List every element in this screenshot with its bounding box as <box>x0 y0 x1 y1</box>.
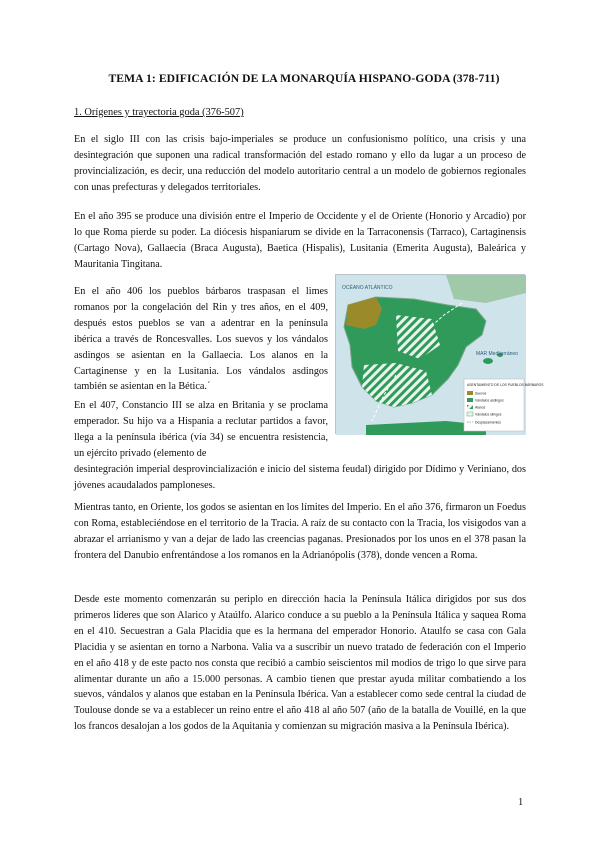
map-legend <box>464 379 544 431</box>
sea-label: MAR Mediterráneo <box>476 351 518 357</box>
paragraph-godos-oriente: Mientras tanto, en Oriente, los godos se asientan en los límites del Imperio. En el año 376, firmaron un Foedus con Roma, estableciéndose en el territorio de la Tracia. A raíz de su contacto con la Tracia, los visigodos van a abrazar el arrianismo y van a dejar de lado las creencias paganas. Presionados por los unos en el 378 pasan la frontera del Danubio enfrentándose a los romanos en la Adrianópolis (378), donde vencen a Roma. <box>74 502 526 561</box>
legend-swatch-asdingos <box>467 398 473 402</box>
legend-label-silingos: Vándalos silingos <box>475 412 502 417</box>
legend-swatch-suevos <box>467 391 473 395</box>
paragraph-constancio-iii-part2: desintegración imperial desprovincialización e inicio del sistema feudal) dirigido por Dídimo y Veriniano, dos jóvenes acaudalados pamploneses. <box>74 463 526 491</box>
balearic-island <box>483 358 493 364</box>
iberian-map-figure <box>335 274 544 434</box>
legend-title: ASENTAMIENTO DE LOS PUEBLOS BÁRBAROS <box>467 383 544 387</box>
paragraph-crisis-siglo-iii: En el siglo III con las crisis bajo-imperiales se produce un confusionismo político, una crisis y una desintegración que suponen una radical transformación del estado romano y ello da lugar a un proceso de provincialización, es decir, una reducción del modelo autoritario central a un modelo de gobiernos regionales con unas prefecturas y delegados territoriales. <box>74 134 526 193</box>
ocean-label: OCÉANO ATLÁNTICO <box>342 285 393 291</box>
legend-label-asdingos: Vándalos asdingos <box>475 398 504 403</box>
legend-swatch-alanos <box>467 405 473 409</box>
paragraph-pueblos-barbaros: En el año 406 los pueblos bárbaros traspasan el limes romanos por la congelación del Rin y tres años, en el 409, después estos pueblos se van a adentrar en la península ibérica a través de Roncesvalles. Los suevos y los vándalos asdingos se asientan en la Gallaecia. Los alanos en la Cartaginense y en la Lusitania. Los vándalos asdingos también se asientan en la Bética.´ <box>74 286 328 393</box>
legend-label-alanos: Alanos <box>475 405 486 410</box>
paragraph-alarico-ataulfo: Desde este momento comenzarán su periplo en dirección hacia la Península Itálica dirigidos por sus dos primeros líderes que son Alarico y Ataúlfo. Alarico conduce a su pueblo a la Península Itálica y saquea Roma en el 410. Secuestran a Gala Placidia que es la hermana del emperador Honorio. Ataulfo se casa con Gala Placidia y se asientan en torno a Narbona. Valia va a suscribir un nuevo tratado de federación con el Imperio en el año 418 y de este pacto nos consta que recibió a cambio seiscientos mil modios de trigo lo que sirve para alimentar durante un año a 15.000 personas. A cambio tienen que prestar ayuda militar combatiendo a los suevos, vándalos y alanos que estaban en la Península Ibérica. Van a establecer como sede central la ciudad de Toulouse donde se va a establecer un reino entre el año 418 al año 507 (año de la batalla de Vouillé, en la que los francos desalojan a los godos de la Aquitania y comienzan su migración masiva a la Península Ibérica). <box>74 594 526 733</box>
section-heading: 1. Orígenes y trayectoria goda (376-507) <box>74 107 244 118</box>
document-title: TEMA 1: EDIFICACIÓN DE LA MONARQUÍA HISPANO-GODA (378-711) <box>108 72 500 85</box>
paragraph-constancio-iii-part1: En el 407, Constancio III se alza en Britania y se proclama emperador. Su hijo va a Hispania a reclutar partidos a favor, llega a la península ibérica (vía 34) se encuentra resistencia, un ejército privado (elemento de <box>74 400 328 459</box>
paragraph-division-imperio: En el año 395 se produce una división entre el Imperio de Occidente y el de Oriente (Honorio y Arcadio) por lo que Roma pierde su poder. La diócesis hispaniarum se divide en la Tarraconensis (Tarraco), Cartaginensis (Cartago Nova), Gallaecia (Braca Augusta), Baetica (Hispalis), Lusitania (Emerita Augusta), Baleárica y Mauritania Tingitana. <box>74 211 526 270</box>
iberian-map-svg <box>336 275 544 435</box>
legend-swatch-silingos <box>467 412 473 416</box>
legend-label-suevos: Suevos <box>475 391 487 396</box>
legend-label-routes: Desplazamientos <box>475 420 502 425</box>
page-number: 1 <box>518 797 524 808</box>
